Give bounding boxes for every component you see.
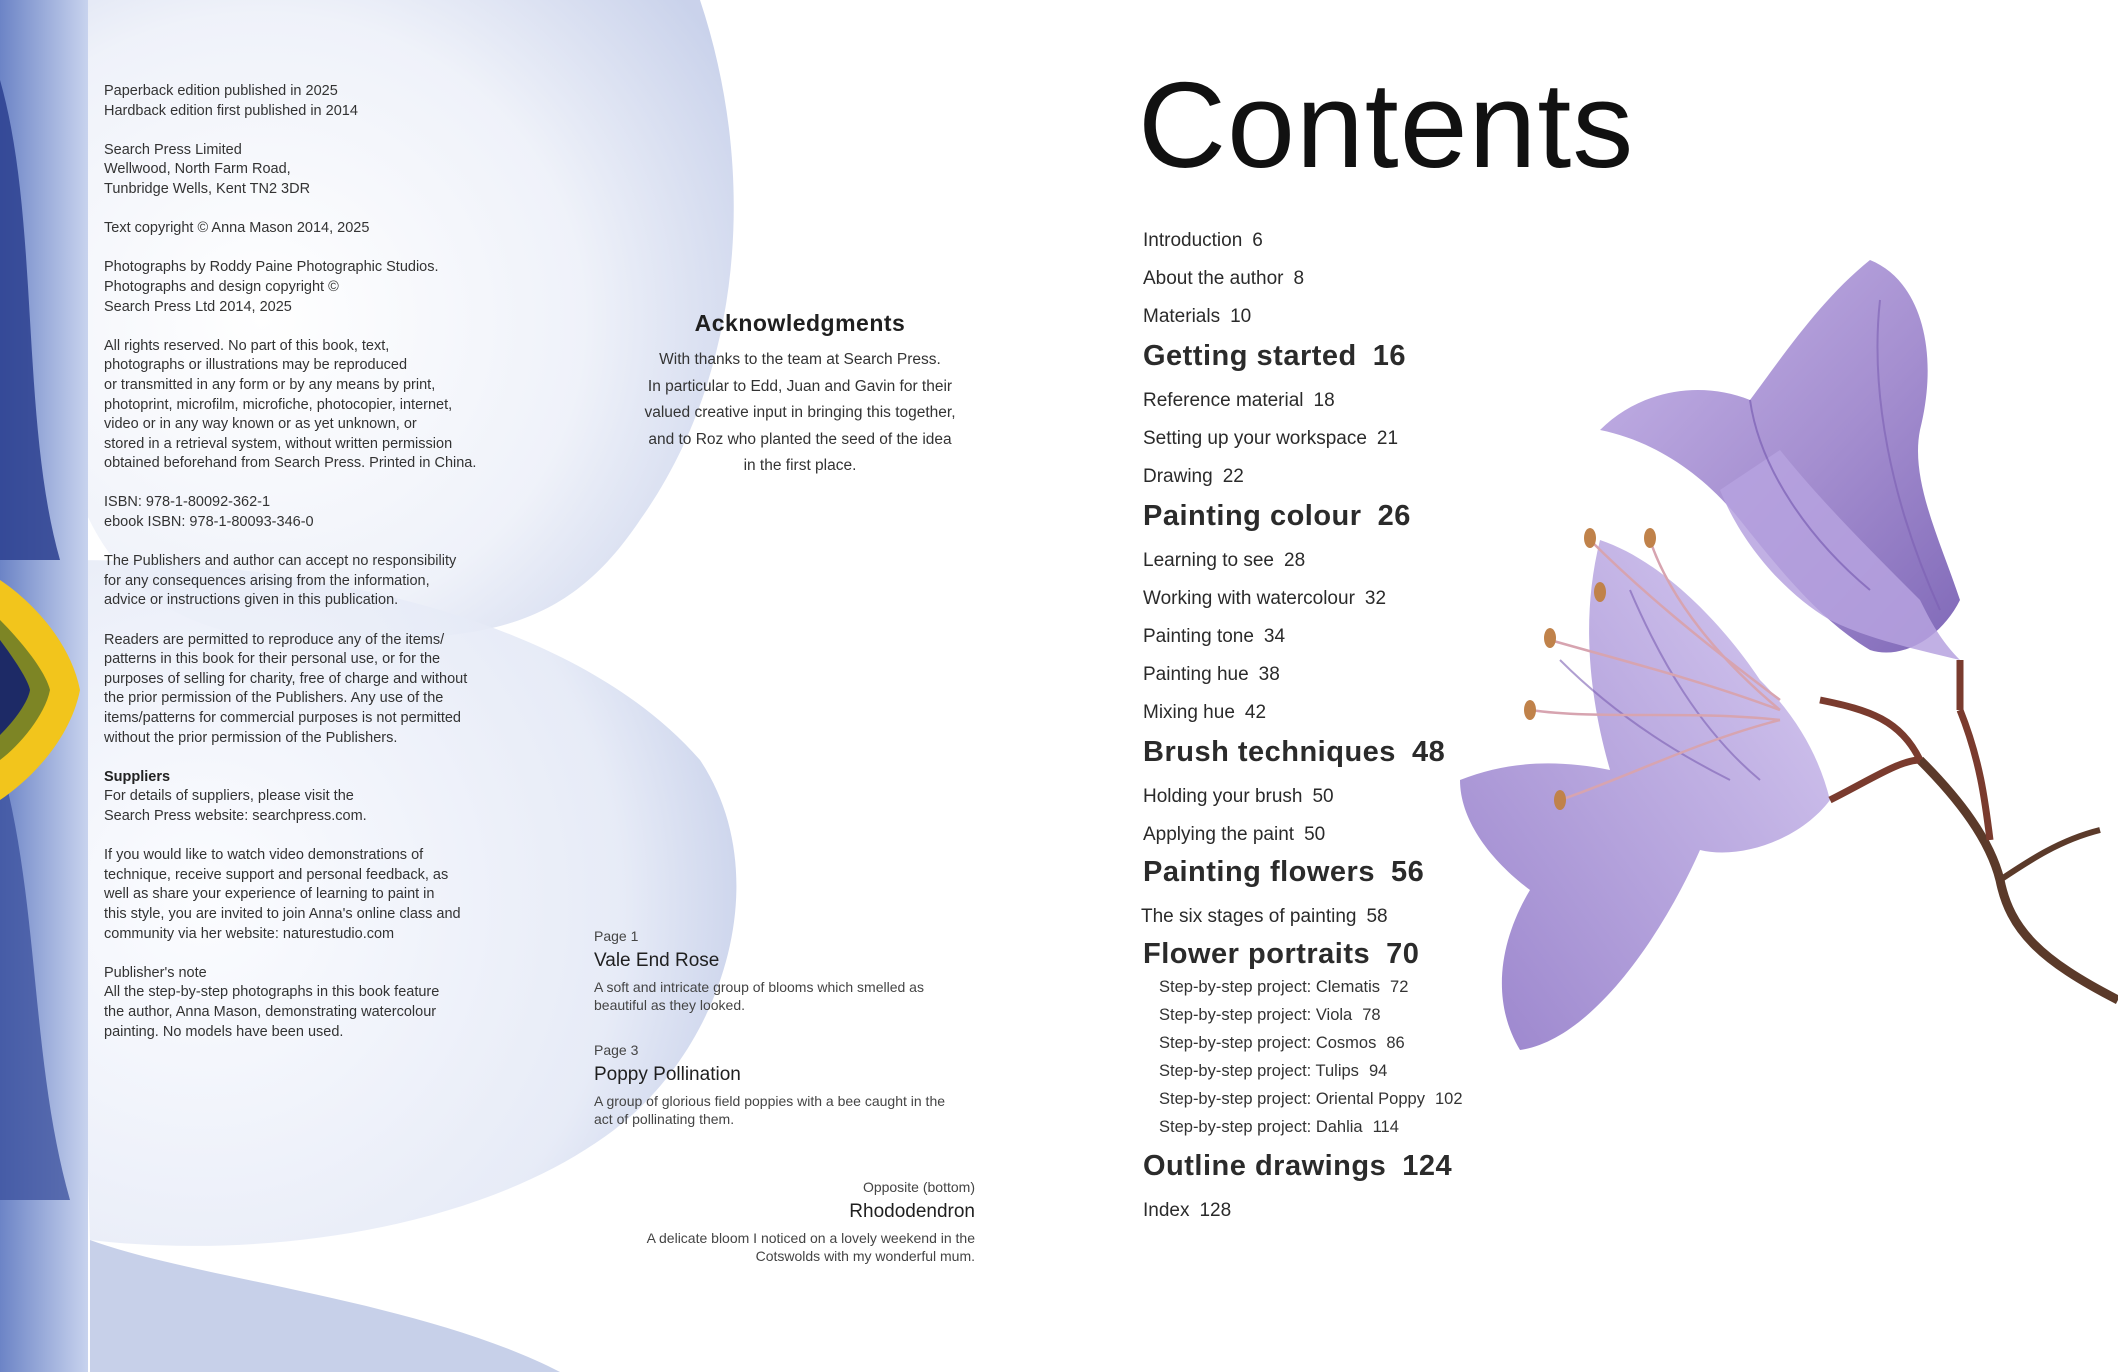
toc-label: Working with watercolour	[1143, 588, 1355, 609]
toc-page-number: 56	[1390, 856, 1425, 888]
toc-entry	[1143, 588, 1386, 610]
toc-label: The six stages of painting	[1141, 906, 1357, 927]
text-copyright: Text copyright © Anna Mason 2014, 2025	[104, 220, 370, 237]
toc-label: Step-by-step project: Dahlia	[1159, 1118, 1363, 1136]
toc-entry	[1143, 230, 1263, 252]
toc-label: Outline drawings	[1143, 1150, 1387, 1182]
photo-copyright: Photographs by Roddy Paine Photographic Studios. Photographs and design copyright © Search Press Ltd 2014, 2025	[104, 259, 439, 315]
caption-poppy-pollination	[594, 1042, 984, 1128]
toc-entry	[1143, 268, 1304, 290]
toc-page-number: 94	[1368, 1062, 1388, 1080]
acknowledgments-body: With thanks to the team at Search Press. In particular to Edd, Juan and Gavin for their valued creative input in bringing this together, and to Roz who planted the seed of the idea in the first place.	[644, 351, 956, 474]
toc-label: Reference material	[1143, 390, 1304, 411]
toc-page-number: 18	[1313, 390, 1335, 411]
caption-desc: A group of glorious field poppies with a bee caught in the act of pollinating them.	[594, 1093, 946, 1127]
toc-page-number: 128	[1199, 1200, 1232, 1221]
caption-vale-end-rose	[594, 928, 984, 1014]
toc-section	[1143, 856, 1424, 889]
toc-entry	[1159, 1090, 1463, 1109]
suppliers-heading: Suppliers	[104, 768, 171, 785]
toc-entry	[1143, 466, 1244, 488]
toc-label: Setting up your workspace	[1143, 428, 1367, 449]
caption-desc: A soft and intricate group of blooms which smelled as beautiful as they looked.	[594, 979, 924, 1013]
toc-entry	[1159, 1062, 1387, 1081]
toc-page-number: 72	[1390, 978, 1409, 996]
toc-page-number: 102	[1434, 1090, 1463, 1108]
toc-label: Step-by-step project: Tulips	[1159, 1062, 1359, 1080]
rights-notice: All rights reserved. No part of this book, text, photographs or illustrations may be reproduced or transmitted in any form or by any means by print, photoprint, microfilm, microfiche, photocopier, internet, video or in any way known or as yet unknown, or stored in a retrieval system, without written permission obtained beforehand from Search Press. Printed in China.	[104, 337, 477, 472]
toc-page-number: 6	[1252, 230, 1263, 251]
toc-label: Index	[1143, 1200, 1190, 1221]
toc-page-number: 32	[1364, 588, 1387, 609]
toc-label: Introduction	[1143, 230, 1243, 251]
toc-entry	[1143, 824, 1325, 846]
isbn-info: ISBN: 978-1-80092-362-1 ebook ISBN: 978-1-80093-346-0	[104, 494, 314, 531]
toc-page-number: 21	[1376, 428, 1399, 449]
toc-page-number: 22	[1222, 466, 1244, 487]
caption-title: Vale End Rose	[594, 950, 720, 971]
toc-entry	[1159, 1034, 1405, 1053]
caption-desc: A delicate bloom I noticed on a lovely weekend in the Cotswolds with my wonderful mum.	[646, 1230, 975, 1264]
publisher-address: Search Press Limited Wellwood, North Farm Road, Tunbridge Wells, Kent TN2 3DR	[104, 141, 311, 197]
toc-entry	[1143, 390, 1335, 412]
suppliers-text: For details of suppliers, please visit the Search Press website: searchpress.com.	[104, 788, 367, 824]
imprint-text	[104, 82, 484, 1062]
caption-page: Page 3	[594, 1042, 639, 1058]
toc-entry	[1141, 906, 1388, 928]
toc-section	[1143, 340, 1406, 373]
caption-page: Opposite (bottom)	[862, 1179, 975, 1195]
toc-section	[1143, 1150, 1452, 1183]
toc-label: Flower portraits	[1143, 938, 1371, 970]
toc-label: Brush techniques	[1143, 736, 1396, 768]
toc-page-number: 26	[1377, 500, 1411, 532]
toc-page-number: 34	[1263, 626, 1286, 647]
toc-label: Painting flowers	[1143, 856, 1375, 888]
toc-label: Painting tone	[1143, 626, 1254, 647]
toc-page-number: 50	[1304, 824, 1326, 845]
caption-rhododendron	[585, 1179, 975, 1265]
toc-entry	[1143, 550, 1305, 572]
toc-page-number: 38	[1258, 664, 1280, 685]
liability-notice: The Publishers and author can accept no responsibility for any consequences arising from the information, advice or instructions given in this publication.	[104, 553, 457, 609]
reproduction-notice: Readers are permitted to reproduce any of the items/ patterns in this book for their personal use, or for the purposes of selling for charity, free of charge and without the prior permission of the Publishers. Any use of the items/patterns for commercial purposes is not permitted without the prior permission of the Publishers.	[104, 631, 468, 746]
toc-page-number: 86	[1386, 1034, 1405, 1052]
toc-entry	[1143, 664, 1280, 686]
toc-label: Painting colour	[1143, 500, 1362, 532]
toc-page-number: 28	[1284, 550, 1306, 571]
toc-page-number: 70	[1386, 938, 1420, 970]
toc-section	[1143, 938, 1419, 971]
toc-page-number: 124	[1402, 1150, 1453, 1182]
toc-entry	[1143, 428, 1398, 450]
toc-label: Materials	[1143, 306, 1221, 327]
toc-label: Applying the paint	[1143, 824, 1295, 845]
caption-page: Page 1	[594, 928, 639, 944]
toc-page-number: 58	[1366, 906, 1388, 927]
toc-label: Step-by-step project: Clematis	[1159, 978, 1381, 996]
toc-page-number: 48	[1411, 736, 1446, 768]
toc-label: Painting hue	[1143, 664, 1249, 685]
toc-page-number: 16	[1372, 340, 1407, 372]
acknowledgments-title: Acknowledgments	[694, 310, 906, 336]
toc-entry	[1143, 306, 1251, 328]
toc-entry	[1143, 786, 1334, 808]
toc-label: Step-by-step project: Oriental Poppy	[1159, 1090, 1425, 1108]
toc-label: Drawing	[1143, 466, 1213, 487]
toc-section	[1143, 500, 1411, 533]
toc-entry	[1159, 1006, 1381, 1025]
toc-entry	[1159, 978, 1408, 997]
toc-page-number: 42	[1244, 702, 1267, 723]
toc-label: Step-by-step project: Cosmos	[1159, 1034, 1377, 1052]
publisher-note: Publisher's note All the step-by-step photographs in this book feature the author, Anna Mason, demonstrating watercolour painting. No models have been used.	[104, 964, 440, 1040]
toc-label: Holding your brush	[1143, 786, 1303, 807]
toc-label: Getting started	[1143, 340, 1357, 372]
toc-page-number: 8	[1293, 268, 1305, 289]
toc-label: Mixing hue	[1143, 702, 1235, 723]
toc-label: About the author	[1143, 268, 1284, 289]
toc-label: Learning to see	[1143, 550, 1274, 571]
toc-entry	[1143, 1200, 1231, 1222]
edition-info: Paperback edition published in 2025 Hardback edition first published in 2014	[104, 83, 358, 119]
toc-page-number: 50	[1312, 786, 1334, 807]
toc-entry	[1143, 702, 1266, 724]
toc-entry	[1143, 626, 1285, 648]
rhododendron-illustration	[1400, 240, 2118, 1080]
toc-page-number: 78	[1362, 1006, 1381, 1024]
caption-title: Poppy Pollination	[594, 1064, 741, 1085]
toc-entry	[1159, 1118, 1399, 1137]
caption-title: Rhododendron	[849, 1201, 975, 1222]
video-text: If you would like to watch video demonstrations of technique, receive support and personal feedback, as well as share your experience of learning to paint in this style, you are invited to join Anna's online class and community via her website: naturestudio.com	[104, 847, 461, 942]
toc-page-number: 114	[1372, 1118, 1399, 1136]
toc-label: Step-by-step project: Viola	[1159, 1006, 1353, 1024]
contents-title: Contents	[1138, 57, 1635, 193]
acknowledgments	[600, 310, 1000, 480]
toc-page-number: 10	[1230, 306, 1252, 327]
